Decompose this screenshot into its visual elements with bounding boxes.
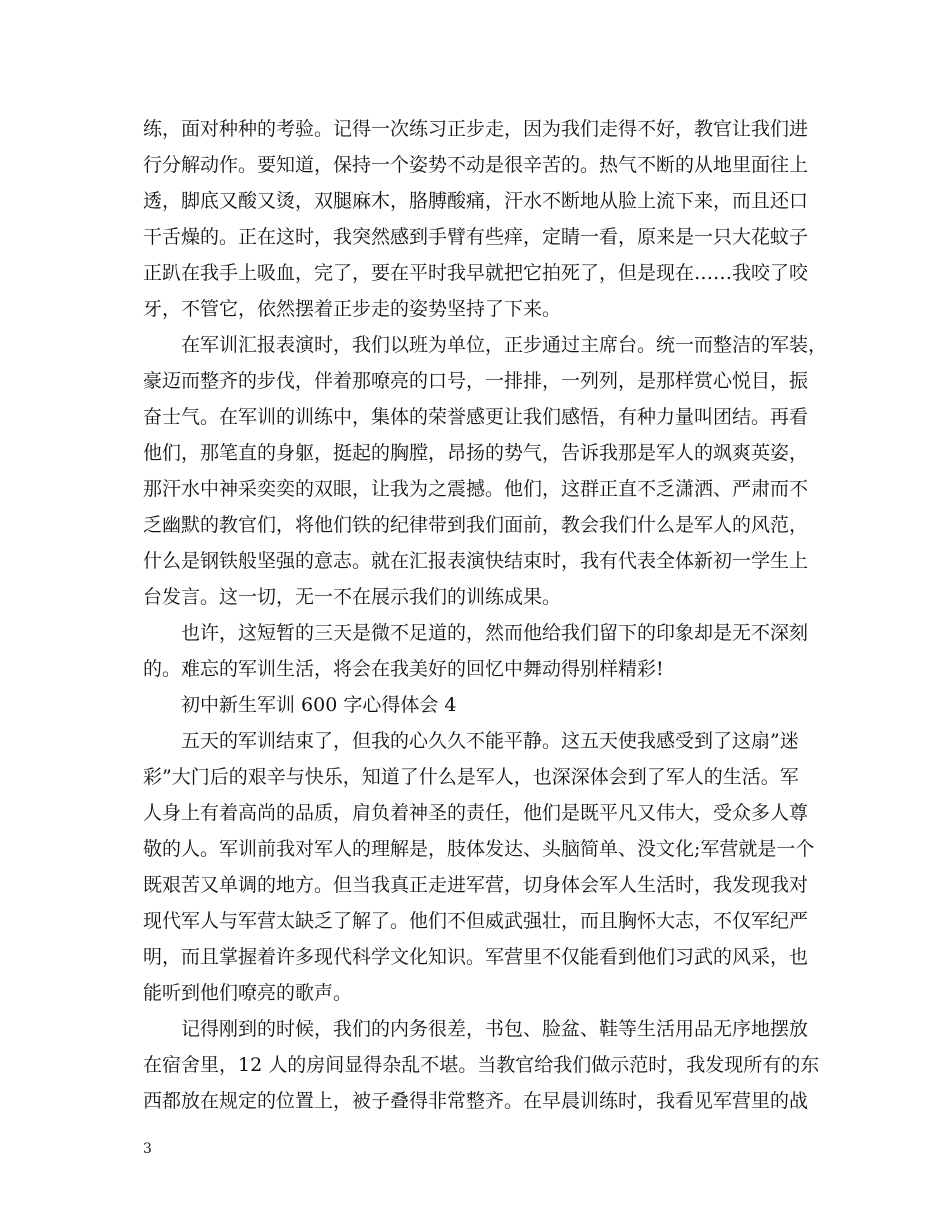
text-line: 行分解动作。要知道，保持一个姿势不动是很辛苦的。热气不断的从地里面往上 [143,154,809,176]
text-line: 什么是钢铁般坚强的意志。就在汇报表演快结束时，我有代表全体新初一学生上 [143,550,809,572]
text-line: 豪迈而整齐的步伐，伴着那嘹亮的口号，一排排，一列列，是那样赏心悦目，振 [143,370,809,392]
paragraph-start-line: 也许，这短暂的三天是微不足道的，然而他给我们留下的印象却是无不深刻 [181,622,809,644]
text-line: 那汗水中神采奕奕的双眼，让我为之震撼。他们，这群正直不乏潇洒、严肃而不 [143,478,809,500]
text-line: 敬的人。军训前我对军人的理解是，肢体发达、头脑简单、没文化;军营就是一个 [143,838,815,860]
section-heading: 初中新生军训 600 字心得体会 4 [181,694,457,716]
text-line: 在宿舍里，12 人的房间显得杂乱不堪。当教官给我们做示范时，我发现所有的东 [143,1054,820,1076]
text-line: 透，脚底又酸又烫，双腿麻木，胳膊酸痛，汗水不断地从脸上流下来，而且还口 [143,190,809,212]
paragraph-start-line: 记得刚到的时候，我们的内务很差，书包、脸盆、鞋等生活用品无序地摆放 [181,1018,809,1040]
text-line: 正趴在我手上吸血，完了，要在平时我早就把它拍死了，但是现在……我咬了咬 [143,262,809,284]
text-line: 干舌燥的。正在这时，我突然感到手臂有些痒，定睛一看，原来是一只大花蚊子 [143,226,809,248]
paragraph-start-line: 在军训汇报表演时，我们以班为单位，正步通过主席台。统一而整洁的军装， [181,334,828,356]
text-line: 乏幽默的教官们，将他们铁的纪律带到我们面前，教会我们什么是军人的风范， [143,514,809,536]
text-line: 彩”大门后的艰辛与快乐，知道了什么是军人，也深深体会到了军人的生活。军 [143,766,799,788]
paragraph-start-line: 五天的军训结束了，但我的心久久不能平静。这五天使我感受到了这扇”迷 [181,730,799,752]
text-line: 人身上有着高尚的品质，肩负着神圣的责任，他们是既平凡又伟大，受众多人尊 [143,802,809,824]
text-line: 他们，那笔直的身躯，挺起的胸膛，昂扬的势气，告诉我那是军人的飒爽英姿， [143,442,809,464]
text-line: 能听到他们嘹亮的歌声。 [143,982,353,1004]
text-line: 牙，不管它，依然摆着正步走的姿势坚持了下来。 [143,298,562,320]
text-line: 既艰苦又单调的地方。但当我真正走进军营，切身体会军人生活时，我发现我对 [143,874,809,896]
text-line: 台发言。这一切，无一不在展示我们的训练成果。 [143,586,562,608]
text-line: 明，而且掌握着许多现代科学文化知识。军营里不仅能看到他们习武的风采，也 [143,946,809,968]
text-line: 现代军人与军营太缺乏了解了。他们不但威武强壮，而且胸怀大志，不仅军纪严 [143,910,809,932]
text-line: 西都放在规定的位置上，被子叠得非常整齐。在早晨训练时，我看见军营里的战 [143,1090,809,1112]
text-line: 的。难忘的军训生活，将会在我美好的回忆中舞动得别样精彩! [143,658,664,680]
page-number: 3 [143,1141,152,1157]
text-line: 奋士气。在军训的训练中，集体的荣誉感更让我们感悟，有种力量叫团结。再看 [143,406,809,428]
text-line: 练，面对种种的考验。记得一次练习正步走，因为我们走得不好，教官让我们进 [143,118,809,140]
